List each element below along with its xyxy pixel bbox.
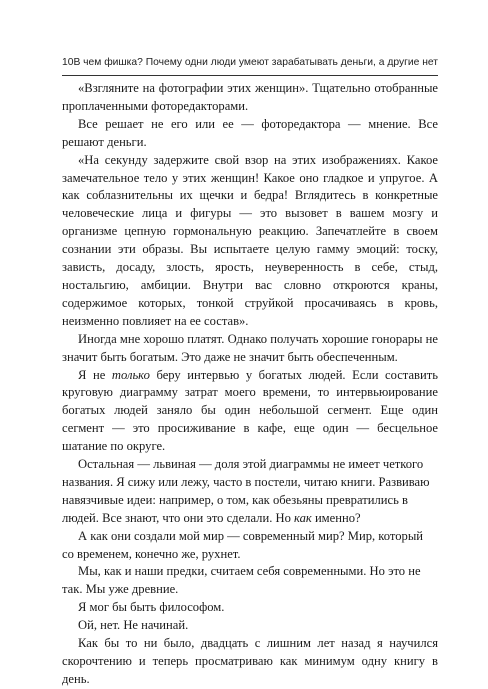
paragraph: Я мог бы быть философом. (78, 600, 225, 615)
paragraph: Иногда мне хорошо платят. Однако получать хорошие гонорары не значит быть богатым. Это даже не значит быть обеспеченным. (62, 331, 438, 364)
body-text (62, 80, 438, 689)
page-header (62, 57, 438, 76)
paragraph: Как бы то ни было, двадцать с лишним лет назад я научился скорочтению и теперь просматриваю как минимум одну книгу в день. (62, 636, 438, 686)
paragraph: «Взгляните на фотографии этих женщин». Тщательно отобранные проплаченными фоторедакторами. (62, 81, 438, 113)
paragraph: Остальная — львиная — доля этой диаграммы не имеет четкого названия. Я сижу или лежу, часто в постели, читаю книги. Развиваю навязчивые идеи: например, о том, как обезьяны превратились в людей. Все знают, что они это сделали. Но как именно? (62, 457, 430, 525)
paragraph: Мы, как и наши предки, считаем себя современными. Но это не так. Мы уже древние. (62, 564, 421, 597)
page-number: 10 (62, 57, 74, 68)
emphasis: только (111, 367, 150, 382)
paragraph: Ой, нет. Не начинай. (78, 618, 189, 633)
paragraph: А как они создали мой мир — современный мир? Мир, который со временем, конечно же, рухнет. (62, 528, 424, 561)
emphasis: как (294, 510, 312, 525)
running-title: В чем фишка? Почему одни люди умеют зарабатывать деньги, а другие нет (73, 57, 438, 68)
paragraph: Я не только беру интервью у богатых людей. Если составить круговую диаграмму затрат моего времени, то интервьюирование богатых людей заняло бы один небольшой сегмент. Еще один сегмент — это просиживание в кафе, еще один — бесцельное шатание по округе. (62, 367, 438, 454)
paragraph: «На секунду задержите свой взор на этих изображениях. Какое замечательное тело у этих женщин! Какое оно гладкое и упругое. А как соблазнительны их щечки и бедра! Вглядитесь в конкретные человеческие лица и фигуры — это вызовет в вашем мозгу и организме цепную гормональную реакцию. Запечатлейте в своем сознании эти образы. Вы испытаете целую гамму эмоций: тоску, зависть, досаду, злость, ярость, неуверенность в себе, стыд, ностальгию, амбиции. Внутри вас словно откроются краны, содержимое которых, тонкой струйкой просачиваясь в кровь, неизменно повлияет на ее состав». (62, 152, 438, 328)
paragraph: Все решает не его или ее — фоторедактора — мнение. Все решают деньги. (62, 116, 438, 149)
